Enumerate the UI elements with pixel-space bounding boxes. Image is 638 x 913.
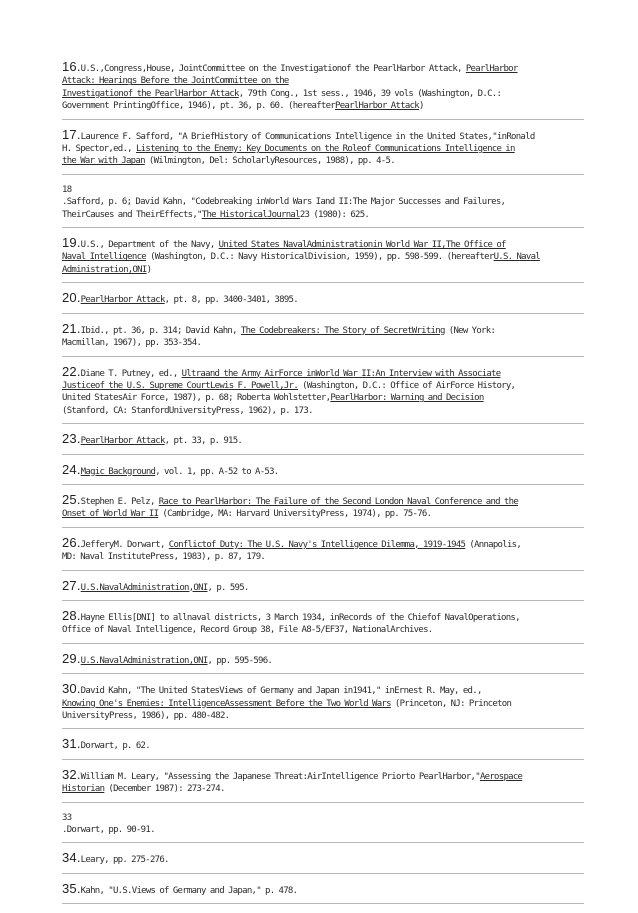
footnote-text: (Stanford, CA: StanfordUniversityPress, 1962), p. 173. (62, 405, 313, 416)
footnote-number: 32. (62, 766, 81, 782)
footnote-number: 24. (62, 461, 81, 477)
footnote-text: Dorwart, p. 62. (80, 741, 150, 752)
footnote-text: Diane T. Putney, ed., (80, 368, 182, 379)
footnote-number: 29. (62, 650, 81, 666)
footnote-number: 27. (62, 577, 81, 593)
footnote-20 (62, 292, 584, 313)
footnote-number: 20. (62, 290, 81, 306)
footnote-26 (62, 534, 584, 571)
footnote-text: Government PrintingOffice, 1946), pt. 36, p. 60. (hereafter (62, 101, 336, 112)
footnote-16 (62, 61, 584, 120)
footnote-text: TheirCauses and TheirEffects," (62, 209, 202, 220)
footnote-text: Macmillan, 1967), pp. 353-354. (62, 338, 202, 349)
footnote-text: David Kahn, "The United StatesViews of Germany and Japan in1941," inErnest R. May, ed., (80, 686, 482, 697)
citation-title: Attack: Hearings Before the JointCommittee on the (62, 76, 289, 87)
footnote-text: UniversityPress, 1986), pp. 480-482. (62, 711, 230, 721)
footnote-28 (62, 607, 584, 644)
footnote-number: 21. (62, 320, 81, 336)
footnote-text: (Cambridge, MA: Harvard UniversityPress, 1974), pp. 75-76. (158, 509, 432, 520)
footnote-number: 23. (62, 431, 81, 447)
footnote-number: 34. (62, 850, 81, 866)
footnote-text: 23 (1980): 625. (299, 209, 370, 220)
footnote-text: U.S., Department of the Navy, (80, 240, 219, 251)
citation-title: PearlHarbor Attack (335, 101, 419, 112)
footnote-text: William M. Leary, "Assessing the Japanese Threat:AirIntelligence Priorto PearlHarbor," (80, 771, 480, 782)
footnote-text: (New York: (444, 325, 496, 336)
footnote-text: JefferyM. Dorwart, (80, 539, 169, 550)
footnotes-list (62, 61, 584, 913)
footnote-text: Laurence F. Safford, "A BriefHistory of Communications Intelligence in the United States,"inRonald (80, 131, 535, 142)
footnote-text: , 79th Cong., 1st sess., 1946, 39 vols (Washington, D.C.: (238, 88, 502, 99)
citation-title: Historian (62, 784, 105, 795)
citation-title: Onset of World War II (62, 509, 159, 520)
citation-title: Administration,ONI (62, 264, 147, 275)
footnote-30 (62, 683, 584, 729)
footnote-35 (62, 880, 584, 904)
citation-title: U.S. Naval (493, 252, 540, 263)
footnote-31 (62, 738, 584, 759)
footnote-text: (December 1987): 273-274. (104, 784, 225, 795)
footnote-number: 16. (62, 59, 81, 74)
citation-title: Conflictof Duty: The U.S. Navy's Intelligence Dilemma, 1919-1945 (168, 539, 466, 550)
citation-title: PearlHarbor (465, 64, 518, 74)
citation-title: U.S.NavalAdministration,ONI (80, 582, 208, 593)
citation-title: Naval Intelligence (62, 252, 146, 263)
footnote-text: (Annapolis, (465, 539, 522, 550)
footnote-text: U.S.,Congress,House, JointCommittee on the Investigationof the PearlHarbor Attack, (80, 64, 466, 74)
footnote-text: United StatesAir Force, 1987), p. 68; Roberta Wohlstetter, (62, 393, 331, 404)
citation-title: Magic Background (80, 466, 156, 477)
footnote-number: 17. (62, 126, 81, 142)
citation-title: The Codebreakers: The Story of SecretWriting (240, 325, 445, 336)
citation-title: Ultraand the Army AirForce inWorld War II:An Interview with Associate (181, 368, 501, 379)
footnote-text: Hayne Ellis[DNI] to allnaval districts, 3 March 1934, inRecords of the Chiefof NavalOperations, (80, 612, 520, 623)
footnote-22 (62, 363, 584, 425)
citation-title: PearlHarbor: Warning and Decision (330, 393, 484, 404)
footnote-19 (62, 237, 584, 283)
footnote-text: MD: Naval InstitutePress, 1983), p. 87, 179. (62, 552, 266, 563)
footnote-text: .Safford, p. 6; David Kahn, "Codebreaking inWorld Wars Iand II:The Major Successes and Failures, (62, 197, 506, 208)
footnote-text: Kahn, "U.S.Views of Germany and Japan," p. 478. (80, 885, 298, 896)
citation-title: Investigationof the PearlHarbor Attack (62, 88, 239, 99)
footnote-text: H. Spector,ed., (62, 144, 136, 155)
footnote-32 (62, 766, 584, 803)
footnote-text: , pp. 595-596. (207, 655, 273, 666)
footnote-number: 18 (62, 184, 72, 195)
footnote-29 (62, 650, 584, 674)
footnote-number: 25. (62, 491, 81, 507)
citation-title: U.S.NavalAdministration,ONI (80, 655, 208, 666)
citation-title: the War with Japan (62, 156, 145, 167)
footnote-number: 22. (62, 363, 81, 379)
footnote-number: 19. (62, 235, 81, 251)
citation-title: Listening to the Enemy: Key Documents on the Roleof Communications Intelligence in (135, 144, 515, 155)
footnote-number: 35. (62, 880, 81, 896)
citation-title: United States NavalAdministrationin World War II,The Office of (218, 240, 506, 251)
footnote-text: .Dorwart, pp. 90-91. (62, 825, 155, 836)
footnote-33 (62, 812, 584, 844)
footnote-text: Ibid., pt. 36, p. 314; David Kahn, (80, 325, 241, 336)
citation-title: PearlHarbor Attack (80, 436, 165, 447)
footnote-18 (62, 184, 584, 228)
footnote-number: 30. (62, 681, 81, 697)
footnote-number: 26. (62, 534, 81, 550)
footnote-34 (62, 852, 584, 873)
footnote-text: (Wilmington, Del: ScholarlyResources, 1988), pp. 4-5. (144, 156, 395, 167)
citation-title: PearlHarbor Attack (80, 295, 165, 306)
footnote-text: , vol. 1, pp. A-52 to A-53. (155, 466, 279, 477)
footnote-21 (62, 320, 584, 357)
footnote-number: 31. (62, 736, 81, 752)
citation-title: Aerospace (479, 771, 523, 782)
footnote-text: , pt. 8, pp. 3400-3401, 3895. (164, 295, 298, 306)
footnote-text: ) (146, 264, 152, 275)
footnote-text: (Washington, D.C.: Office of AirForce History, (298, 380, 516, 391)
footnote-text: (Washington, D.C.: Navy HistoricalDivision, 1959), pp. 598-599. (hereafter (145, 252, 494, 263)
footnote-text: Stephen E. Pelz, (80, 496, 159, 507)
citation-title: Justiceof the U.S. Supreme CourtLewis F. Powell,Jr. (62, 380, 299, 391)
citation-title: The HistoricalJournal (201, 209, 300, 220)
footnote-number: 33 (62, 812, 72, 823)
footnote-17 (62, 126, 584, 175)
footnote-text: , p. 595. (207, 582, 249, 593)
citation-title: Race to PearlHarbor: The Failure of the Second London Naval Conference and the (158, 496, 519, 507)
footnote-27 (62, 577, 584, 601)
footnote-23 (62, 433, 584, 454)
footnote-text: Leary, pp. 275-276. (80, 855, 169, 866)
footnote-text: Office of Naval Intelligence, Record Group 38, File A8-5/EF37, NationalArchives. (62, 625, 433, 636)
footnote-text: , pt. 33, p. 915. (164, 436, 243, 447)
footnote-25 (62, 491, 584, 528)
citation-title: Knowing One's Enemies: IntelligenceAssessment Before the Two World Wars (62, 698, 391, 709)
footnote-text: (Princeton, NJ: Princeton (390, 698, 512, 709)
footnote-text: ) (419, 101, 424, 112)
footnote-number: 28. (62, 607, 81, 623)
footnote-24 (62, 461, 584, 485)
